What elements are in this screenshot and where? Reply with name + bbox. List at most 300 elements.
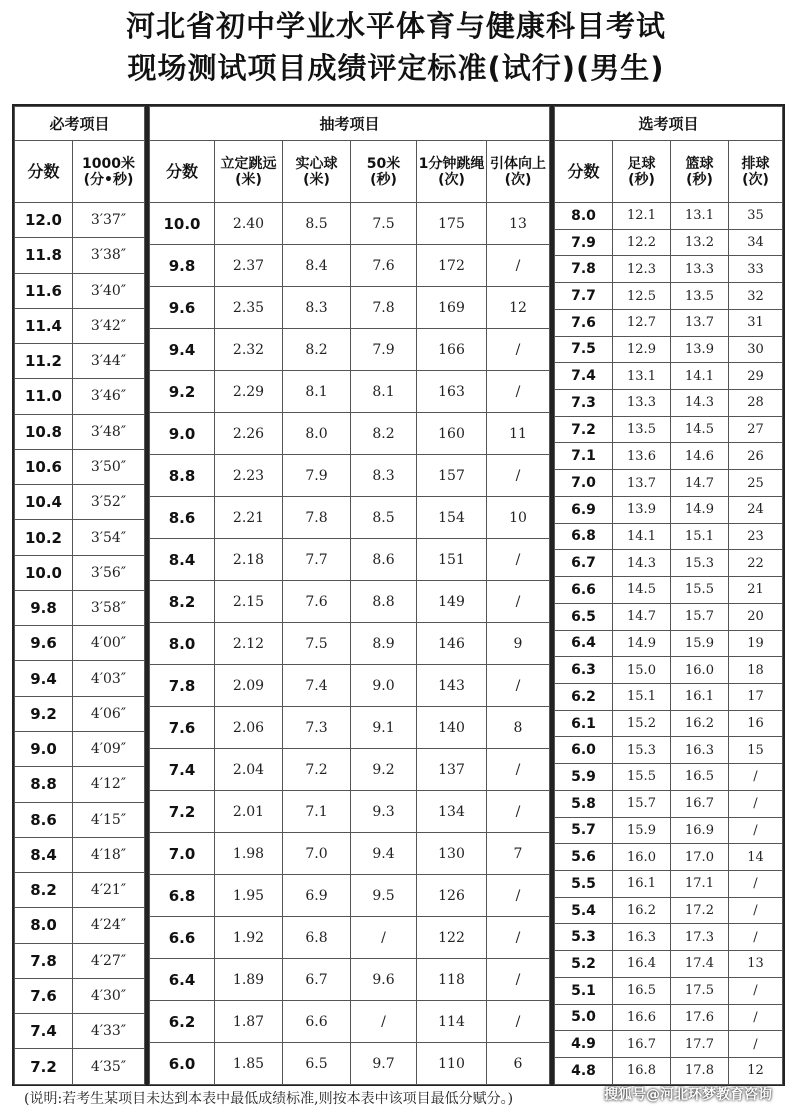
score-cell: 10.0 [150, 203, 215, 245]
value-cell: / [487, 329, 550, 371]
value-cell: 30 [729, 336, 783, 363]
drawn-items-panel [147, 104, 552, 1086]
value-cell: 15.3 [613, 737, 671, 764]
value-cell: 22 [729, 550, 783, 577]
table-row [150, 245, 550, 287]
value-cell: 15.7 [671, 603, 729, 630]
score-cell: 6.1 [555, 710, 613, 737]
score-cell: 7.6 [555, 309, 613, 336]
value-cell: 4′18″ [73, 837, 145, 872]
value-cell: 8.1 [351, 371, 417, 413]
value-cell: 130 [417, 833, 487, 875]
value-cell: 157 [417, 455, 487, 497]
value-cell: 34 [729, 229, 783, 256]
table-row [15, 1014, 145, 1049]
value-cell: / [487, 791, 550, 833]
table-row [555, 630, 783, 657]
col-header [729, 141, 783, 203]
table-row [555, 229, 783, 256]
score-cell: 8.0 [150, 623, 215, 665]
score-cell: 5.5 [555, 870, 613, 897]
value-cell: 16.3 [613, 924, 671, 951]
value-cell: 14.3 [671, 390, 729, 417]
value-cell: 8.5 [283, 203, 351, 245]
value-cell: 8.9 [351, 623, 417, 665]
col-header-line: 足球 [627, 155, 656, 172]
score-cell: 5.6 [555, 844, 613, 871]
value-cell: 16.4 [613, 951, 671, 978]
value-cell: / [487, 455, 550, 497]
value-cell: 6.6 [283, 1001, 351, 1043]
value-cell: 9.0 [351, 665, 417, 707]
value-cell: 3′37″ [73, 203, 145, 238]
value-cell: 15.1 [613, 683, 671, 710]
score-cell: 7.7 [555, 283, 613, 310]
score-cell: 6.9 [555, 496, 613, 523]
value-cell: 7.3 [283, 707, 351, 749]
table-row [150, 455, 550, 497]
value-cell: 8 [487, 707, 550, 749]
score-cell: 7.0 [150, 833, 215, 875]
value-cell: 126 [417, 875, 487, 917]
score-cell: 6.4 [150, 959, 215, 1001]
table-row [15, 661, 145, 696]
table-row [15, 238, 145, 273]
value-cell: 35 [729, 203, 783, 230]
value-cell: 7.6 [351, 245, 417, 287]
table-row [15, 731, 145, 766]
score-cell: 4.8 [555, 1058, 613, 1085]
col-header [283, 141, 351, 203]
value-cell: 3′44″ [73, 344, 145, 379]
value-cell: 6.5 [283, 1043, 351, 1085]
value-cell: 4′06″ [73, 696, 145, 731]
value-cell: 16 [729, 710, 783, 737]
value-cell: / [487, 371, 550, 413]
table-row [150, 959, 550, 1001]
value-cell: 7.2 [283, 749, 351, 791]
table-row [15, 449, 145, 484]
col-header-line: 分数 [165, 161, 198, 181]
value-cell: 15.9 [671, 630, 729, 657]
value-cell: 16.1 [613, 870, 671, 897]
value-cell: 19 [729, 630, 783, 657]
table-row [150, 623, 550, 665]
value-cell: 15.5 [671, 577, 729, 604]
value-cell: 2.01 [215, 791, 283, 833]
table-row [555, 390, 783, 417]
table-row [15, 978, 145, 1013]
value-cell: / [487, 1001, 550, 1043]
value-cell: 118 [417, 959, 487, 1001]
value-cell: 8.8 [351, 581, 417, 623]
table-row [555, 1058, 783, 1085]
elective-items-panel [552, 104, 785, 1086]
score-cell: 12.0 [15, 203, 73, 238]
value-cell: 16.9 [671, 817, 729, 844]
score-cell: 7.9 [555, 229, 613, 256]
value-cell: 14.5 [613, 577, 671, 604]
column-header-row [555, 141, 783, 203]
score-cell: 11.4 [15, 308, 73, 343]
table-row [150, 1043, 550, 1085]
value-cell: 16.7 [671, 790, 729, 817]
score-cell: 7.0 [555, 470, 613, 497]
score-cell: 5.4 [555, 897, 613, 924]
value-cell: 9.4 [351, 833, 417, 875]
value-cell: 6.9 [283, 875, 351, 917]
col-header-score: 分数 [15, 141, 73, 203]
col-header-line: (秒) [686, 171, 713, 188]
table-row [555, 817, 783, 844]
table-row [555, 550, 783, 577]
score-cell: 7.4 [150, 749, 215, 791]
value-cell: 1.85 [215, 1043, 283, 1085]
score-cell: 7.5 [555, 336, 613, 363]
value-cell: 3′46″ [73, 379, 145, 414]
section-header-row [555, 107, 783, 141]
value-cell: 17 [729, 683, 783, 710]
score-cell: 8.2 [150, 581, 215, 623]
score-cell: 7.8 [150, 665, 215, 707]
table-row [555, 737, 783, 764]
score-cell: 5.7 [555, 817, 613, 844]
value-cell: 154 [417, 497, 487, 539]
value-cell: 16.3 [671, 737, 729, 764]
value-cell: 17.6 [671, 1004, 729, 1031]
score-cell: 6.7 [555, 550, 613, 577]
col-header-line: 1分钟跳绳 [418, 155, 485, 172]
table-row [150, 371, 550, 413]
table-row [150, 917, 550, 959]
value-cell: 15.9 [613, 817, 671, 844]
table-row [150, 791, 550, 833]
value-cell: 2.23 [215, 455, 283, 497]
value-cell: 140 [417, 707, 487, 749]
table-row [15, 520, 145, 555]
value-cell: 1.98 [215, 833, 283, 875]
col-header-line: (秒) [370, 171, 397, 188]
value-cell: 4′27″ [73, 943, 145, 978]
value-cell: 2.21 [215, 497, 283, 539]
elective-section-title: 选考项目 [555, 107, 783, 141]
value-cell: 10 [487, 497, 550, 539]
value-cell: 12 [487, 287, 550, 329]
score-cell: 7.6 [150, 707, 215, 749]
value-cell: 20 [729, 603, 783, 630]
value-cell: 2.26 [215, 413, 283, 455]
document-title-line2: 现场测试项目成绩评定标准(试行)(男生) [127, 51, 665, 85]
column-header-row [150, 141, 550, 203]
value-cell: 7.1 [283, 791, 351, 833]
col-header [487, 141, 550, 203]
col-header-line: 50米 [366, 155, 401, 172]
value-cell: 2.35 [215, 287, 283, 329]
value-cell: 114 [417, 1001, 487, 1043]
value-cell: / [729, 1004, 783, 1031]
table-row [555, 897, 783, 924]
score-cell: 6.2 [150, 1001, 215, 1043]
value-cell: 24 [729, 496, 783, 523]
value-cell: 11 [487, 413, 550, 455]
col-header [351, 141, 417, 203]
table-row [150, 749, 550, 791]
value-cell: 151 [417, 539, 487, 581]
value-cell: 2.37 [215, 245, 283, 287]
value-cell: 7.6 [283, 581, 351, 623]
table-row [15, 414, 145, 449]
value-cell: 12.7 [613, 309, 671, 336]
table-row [150, 287, 550, 329]
value-cell: 17.0 [671, 844, 729, 871]
score-cell: 11.8 [15, 238, 73, 273]
value-cell: 25 [729, 470, 783, 497]
score-cell: 10.4 [15, 485, 73, 520]
score-cell: 6.2 [555, 683, 613, 710]
table-row [555, 764, 783, 791]
value-cell: 166 [417, 329, 487, 371]
value-cell: 13 [487, 203, 550, 245]
value-cell: / [487, 917, 550, 959]
value-cell: 8.0 [283, 413, 351, 455]
table-row [555, 951, 783, 978]
col-header-line: (米) [303, 171, 330, 188]
value-cell: 14.7 [613, 603, 671, 630]
score-cell: 9.4 [150, 329, 215, 371]
value-cell: 32 [729, 283, 783, 310]
score-cell: 5.1 [555, 977, 613, 1004]
value-cell: 16.7 [613, 1031, 671, 1058]
value-cell: 18 [729, 657, 783, 684]
value-cell: 12.1 [613, 203, 671, 230]
value-cell: 110 [417, 1043, 487, 1085]
value-cell: 8.2 [283, 329, 351, 371]
score-cell: 9.0 [15, 731, 73, 766]
value-cell: / [729, 870, 783, 897]
table-row [555, 256, 783, 283]
table-row [15, 555, 145, 590]
value-cell: 21 [729, 577, 783, 604]
value-cell: / [729, 764, 783, 791]
value-cell: 4′09″ [73, 731, 145, 766]
score-cell: 7.6 [15, 978, 73, 1013]
value-cell: 31 [729, 309, 783, 336]
score-cell: 7.8 [15, 943, 73, 978]
col-header-line: (次) [438, 171, 465, 188]
value-cell: 175 [417, 203, 487, 245]
required-items-panel [12, 104, 147, 1086]
value-cell: 17.7 [671, 1031, 729, 1058]
score-cell: 9.8 [150, 245, 215, 287]
col-header-line: 引体向上 [490, 155, 546, 172]
required-section-title: 必考项目 [15, 107, 145, 141]
score-cell: 4.9 [555, 1031, 613, 1058]
value-cell: 17.8 [671, 1058, 729, 1085]
value-cell: 13.2 [671, 229, 729, 256]
score-cell: 8.8 [150, 455, 215, 497]
value-cell: 3′52″ [73, 485, 145, 520]
value-cell: 9.3 [351, 791, 417, 833]
table-row [555, 603, 783, 630]
score-cell: 10.8 [15, 414, 73, 449]
score-cell: 7.2 [555, 416, 613, 443]
value-cell: 12.2 [613, 229, 671, 256]
table-row [555, 870, 783, 897]
value-cell: 13.7 [613, 470, 671, 497]
col-header-1000m-line: 1000米 [82, 155, 135, 172]
value-cell: / [729, 897, 783, 924]
value-cell: 17.1 [671, 870, 729, 897]
value-cell: 14.6 [671, 443, 729, 470]
col-header-line: (米) [235, 171, 262, 188]
value-cell: 13.5 [671, 283, 729, 310]
section-header-row [150, 107, 550, 141]
drawn-items-table [149, 106, 550, 1085]
score-cell: 11.2 [15, 344, 73, 379]
score-cell: 10.0 [15, 555, 73, 590]
value-cell: 23 [729, 523, 783, 550]
value-cell: 163 [417, 371, 487, 413]
score-cell: 9.8 [15, 590, 73, 625]
value-cell: / [729, 1031, 783, 1058]
score-cell: 10.6 [15, 449, 73, 484]
table-row [15, 485, 145, 520]
score-cell: 7.8 [555, 256, 613, 283]
value-cell: 146 [417, 623, 487, 665]
value-cell: 7.5 [283, 623, 351, 665]
table-row [150, 413, 550, 455]
table-row [15, 273, 145, 308]
table-row [15, 943, 145, 978]
value-cell: 137 [417, 749, 487, 791]
score-cell: 6.5 [555, 603, 613, 630]
value-cell: 3′42″ [73, 308, 145, 343]
value-cell: 2.06 [215, 707, 283, 749]
table-row [555, 977, 783, 1004]
value-cell: 3′54″ [73, 520, 145, 555]
value-cell: 15.1 [671, 523, 729, 550]
table-row [555, 844, 783, 871]
col-header [555, 141, 613, 203]
value-cell: 16.0 [613, 844, 671, 871]
value-cell: 8.5 [351, 497, 417, 539]
col-header [150, 141, 215, 203]
col-header-line: 篮球 [685, 155, 714, 172]
value-cell: 16.5 [613, 977, 671, 1004]
col-header [215, 141, 283, 203]
value-cell: 28 [729, 390, 783, 417]
table-row [555, 336, 783, 363]
value-cell: 16.0 [671, 657, 729, 684]
table-row [15, 837, 145, 872]
value-cell: 160 [417, 413, 487, 455]
value-cell: 2.15 [215, 581, 283, 623]
value-cell: 2.29 [215, 371, 283, 413]
table-row [15, 1049, 145, 1084]
table-row [15, 203, 145, 238]
table-row [15, 696, 145, 731]
value-cell: 15.3 [671, 550, 729, 577]
value-cell: 122 [417, 917, 487, 959]
table-row [555, 416, 783, 443]
score-cell: 7.2 [150, 791, 215, 833]
value-cell: 12.9 [613, 336, 671, 363]
table-row [555, 283, 783, 310]
value-cell: 4′24″ [73, 908, 145, 943]
score-cell: 6.0 [150, 1043, 215, 1085]
table-row [555, 683, 783, 710]
score-cell: 11.0 [15, 379, 73, 414]
table-row [150, 581, 550, 623]
score-cell: 5.8 [555, 790, 613, 817]
value-cell: 13.7 [671, 309, 729, 336]
score-cell: 7.2 [15, 1049, 73, 1084]
table-row [555, 203, 783, 230]
col-header-1000m [73, 141, 145, 203]
value-cell: 14.1 [671, 363, 729, 390]
value-cell: 2.09 [215, 665, 283, 707]
value-cell: / [487, 539, 550, 581]
table-row [15, 626, 145, 661]
value-cell: 3′38″ [73, 238, 145, 273]
value-cell: 1.92 [215, 917, 283, 959]
score-cell: 6.6 [150, 917, 215, 959]
table-row [150, 497, 550, 539]
score-cell: 11.6 [15, 273, 73, 308]
value-cell: / [729, 817, 783, 844]
score-cell: 5.2 [555, 951, 613, 978]
value-cell: 13.1 [613, 363, 671, 390]
value-cell: 14.9 [613, 630, 671, 657]
value-cell: / [729, 977, 783, 1004]
value-cell: 9.1 [351, 707, 417, 749]
value-cell: 6.8 [283, 917, 351, 959]
value-cell: 4′15″ [73, 802, 145, 837]
score-cell: 8.6 [15, 802, 73, 837]
value-cell: 8.4 [283, 245, 351, 287]
value-cell: 143 [417, 665, 487, 707]
score-cell: 8.8 [15, 767, 73, 802]
col-header [613, 141, 671, 203]
value-cell: 16.2 [671, 710, 729, 737]
score-cell: 6.4 [555, 630, 613, 657]
col-header-line: 排球 [741, 155, 770, 172]
value-cell: 13.3 [613, 390, 671, 417]
value-cell: 16.5 [671, 764, 729, 791]
watermark: 搜狐号@河北环梦教育咨询 [604, 1087, 772, 1103]
value-cell: 2.18 [215, 539, 283, 581]
value-cell: 26 [729, 443, 783, 470]
value-cell: 7.7 [283, 539, 351, 581]
drawn-section-title: 抽考项目 [150, 107, 550, 141]
table-row [555, 523, 783, 550]
score-cell: 8.2 [15, 873, 73, 908]
value-cell: / [487, 959, 550, 1001]
score-cell: 9.2 [150, 371, 215, 413]
value-cell: 16.6 [613, 1004, 671, 1031]
value-cell: 7.9 [283, 455, 351, 497]
value-cell: / [487, 665, 550, 707]
table-row [150, 539, 550, 581]
score-cell: 7.3 [555, 390, 613, 417]
value-cell: 7.8 [283, 497, 351, 539]
value-cell: 9 [487, 623, 550, 665]
value-cell: 13 [729, 951, 783, 978]
value-cell: 12 [729, 1058, 783, 1085]
value-cell: 8.3 [283, 287, 351, 329]
value-cell: 13.9 [613, 496, 671, 523]
table-row [150, 875, 550, 917]
